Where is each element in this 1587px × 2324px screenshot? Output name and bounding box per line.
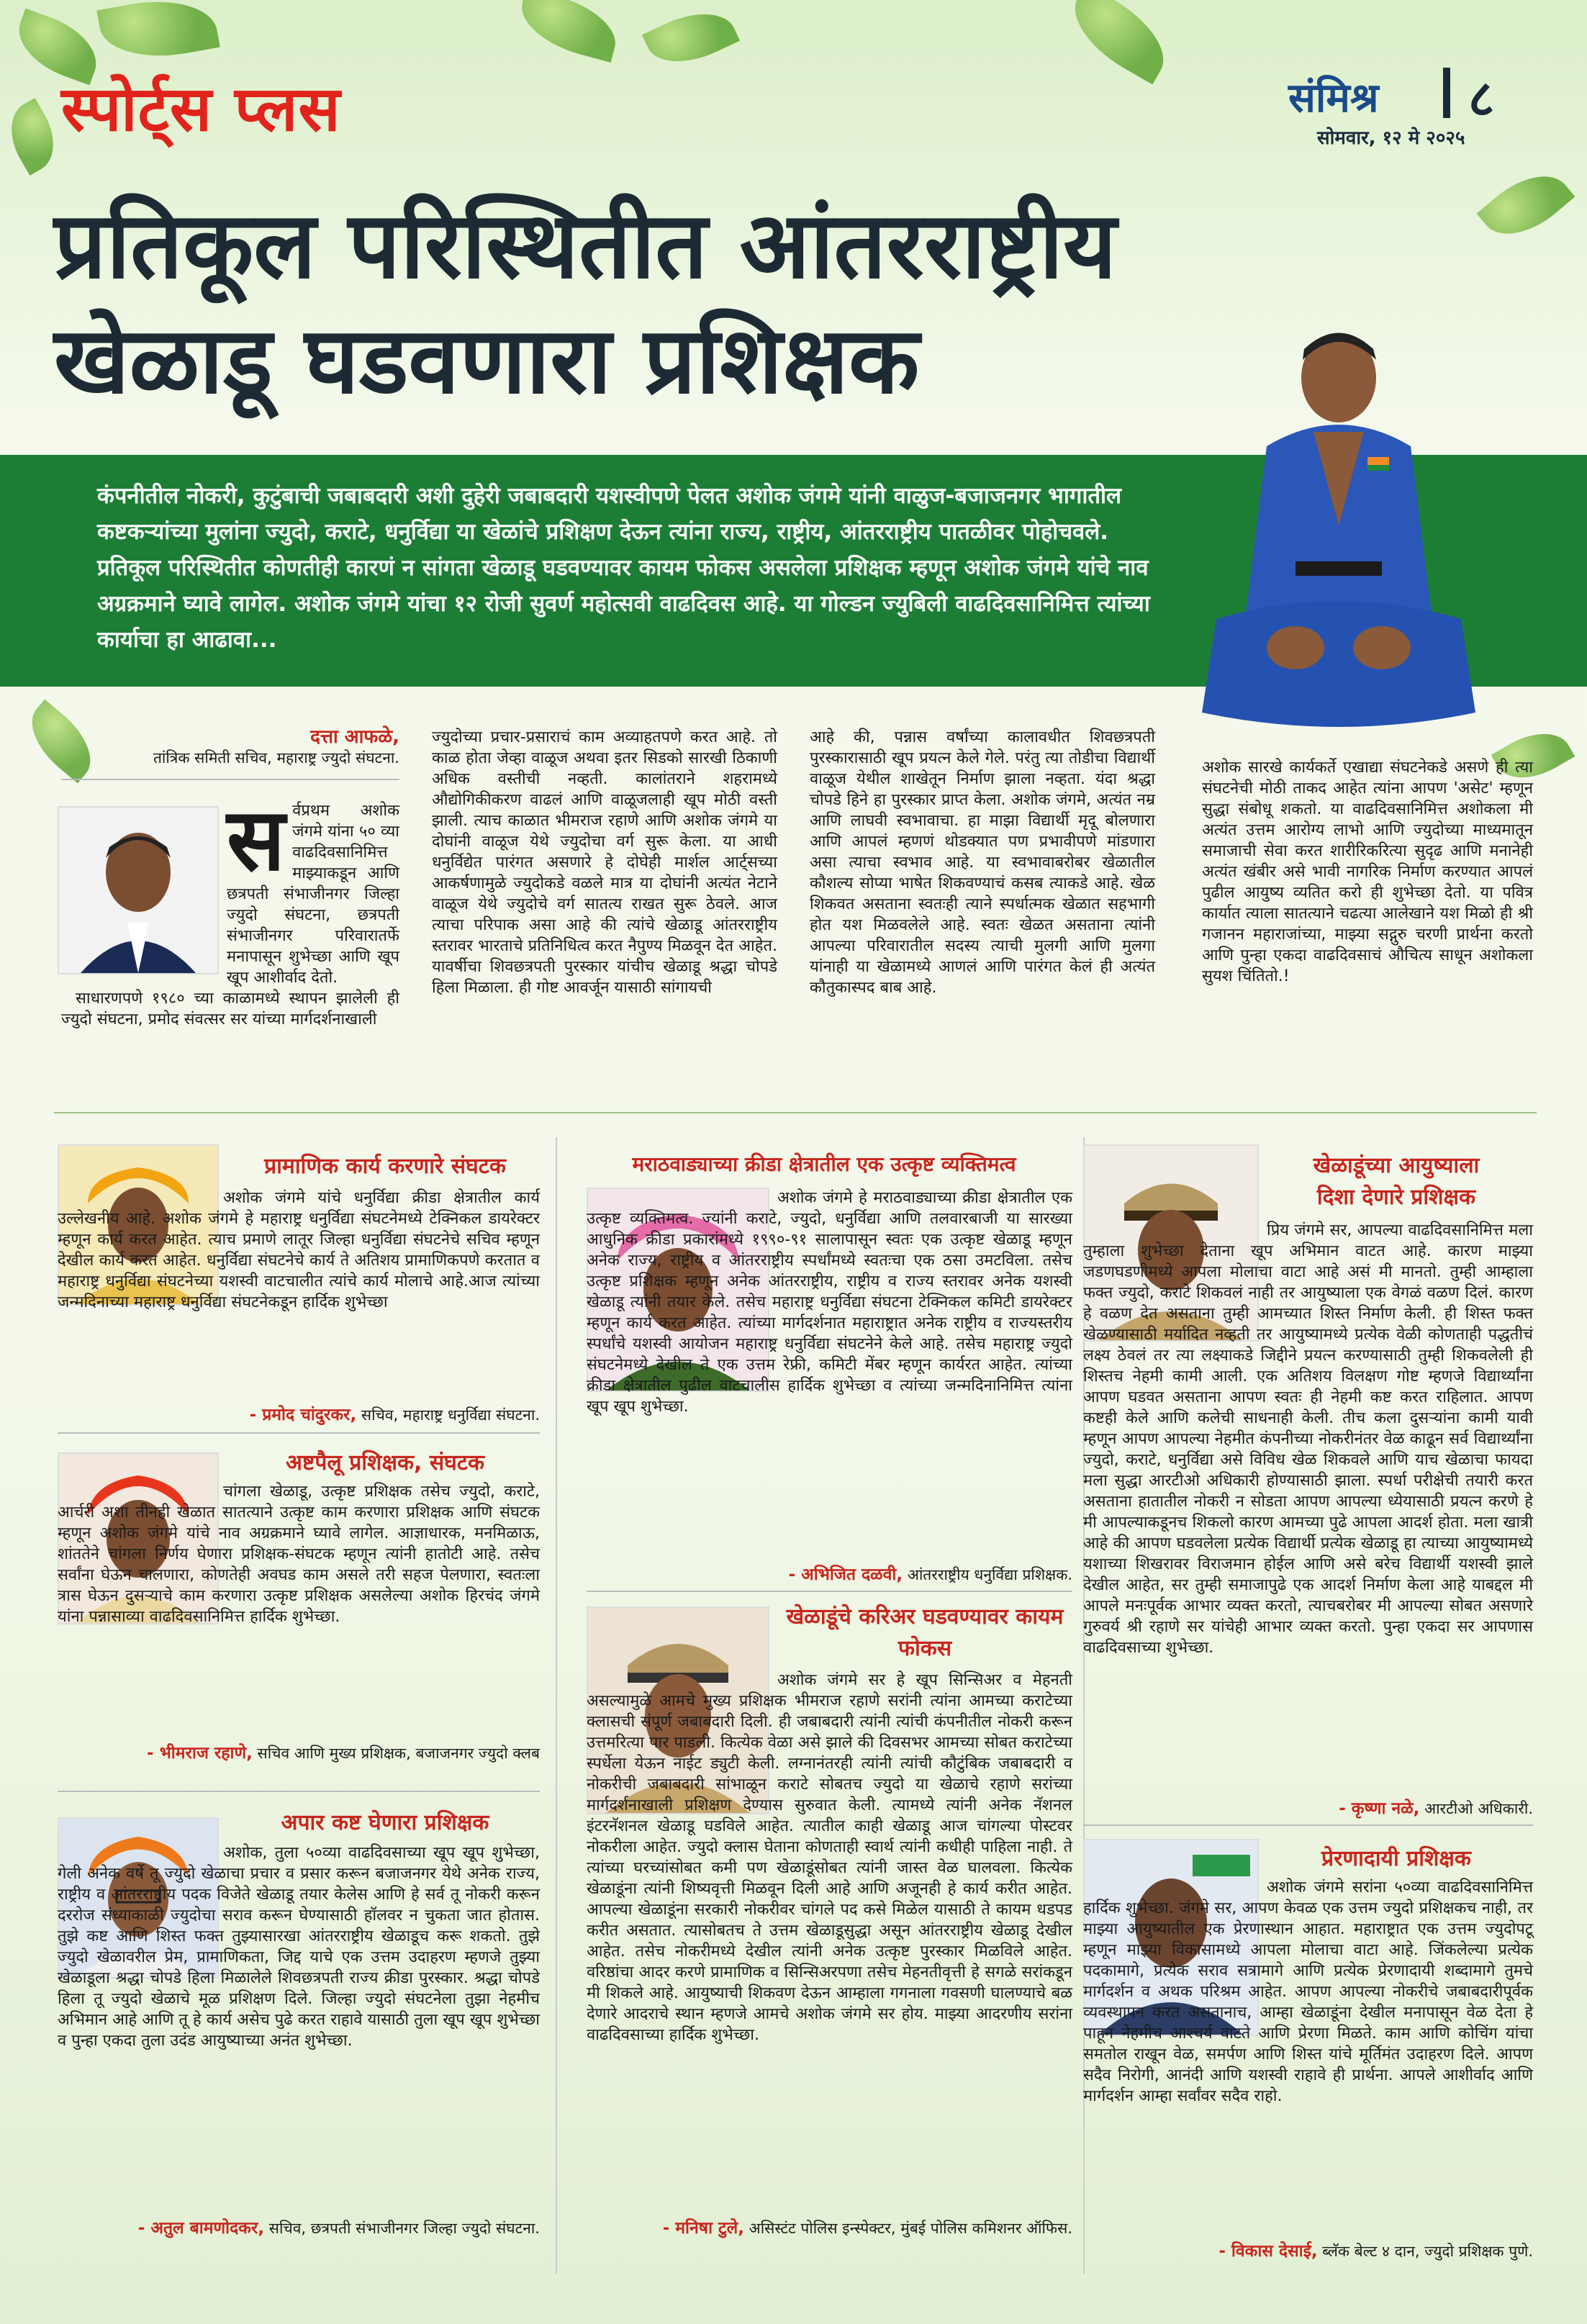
- divider: [61, 779, 399, 780]
- signature-name: - विकास देसाई,: [1218, 2242, 1318, 2261]
- mid-section-2-signature: [587, 2215, 1072, 2238]
- left-section-2-signature: [58, 1740, 540, 1763]
- issue-date: सोमवार, १२ मे २०२५: [1317, 127, 1465, 149]
- left-section-1-text: अशोक जंगमे यांचे धनुर्विद्या क्रीडा क्षेत्रातील कार्य उल्लेखनीय आहे. अशोक जंगमे हे महाराष्ट्र धनुर्विद्या संघटनेमध्ये टेक्निकल डायरेक्टर म्हणून कार्य करत आहेत. त्याच प्रमाणे लातूर जिल्हा धनुर्विद्या संघटनेचे सचिव म्हणून देखील कार्य करत आहेत. धनुर्विद्या संघटनेचे कार्य ते अतिशय प्रामाणिकपणे करतात व महाराष्ट्र धनुर्विद्या संघटनेच्या यशस्वी वाटचालीत त्यांचे कार्य मोलाचे आहे.आज त्यांच्या जन्मदिनाच्या महाराष्ट्र धनुर्विद्या संघटनेकडून हार्दिक शुभेच्छा: [58, 1189, 540, 1311]
- divider: [58, 1791, 540, 1792]
- section-divider: [54, 1112, 1537, 1113]
- main-author-name: दत्ता आफळे,: [310, 726, 399, 748]
- main-article-col2: ज्युदोच्या प्रचार-प्रसाराचं काम अव्याहतपणे करत आहे. तो काळ होता जेव्हा वाळूज अथवा इतर सिडको सारखी ठिकाणी अधिक वस्तीची नव्हती. कालांतराने शहरामध्ये औद्योगिकीकरण वाढलं आणि वाळूजलाही खूप मोठी वस्ती झाली. त्याच काळात भीमराज रहाणे आणि अशोक जंगमे या दोघांनी वाळूज येथे ज्युदोचा वर्ग सुरू केला. या आधी धनुर्विद्येत पारंगत असणारे हे दोघेही मार्शल आर्ट्सच्या आकर्षणामुळे ज्युदोकडे वळले मात्र या दोघांनी अत्यंत नेटाने वाळूज येथे ज्युदोचे वर्ग सातत्य राखत सुरू ठेवले. आज त्याचा परिपाक असा आहे की त्यांचे खेळाडू आंतरराष्ट्रीय स्तरावर भारताचे प्रतिनिधित्व करत नैपुण्य मिळवून देत आहेत. यावर्षीचा शिवछत्रपती पुरस्कार यांचीच खेळाडू श्रद्धा चोपडे हिला मिळाला. ही गोष्ट आवर्जून यासाठी सांगायची: [432, 728, 777, 997]
- left-section-2-text: चांगला खेळाडू, उत्कृष्ट प्रशिक्षक तसेच ज्युदो, कराटे, आर्चरी अशा तीनही खेळात सातत्याने उत्कृष्ट काम करणारा प्रशिक्षक आणि संघटक म्हणून अशोक जंगमे यांचे नाव अग्रक्रमाने घ्यावे लागेल. आज्ञाधारक, मनमिळाऊ, शांततेने चांगला निर्णय घेणारा प्रशिक्षक-संघटक म्हणून त्यांनी हातोटी आहे. तसेच सर्वांना घेऊन चालणारा, कोणतेही अवघड काम असले तरी सहज पेलणारा, स्वतःला त्रास घेऊन दुसऱ्याचे काम करणारा उत्कृष्ट प्रशिक्षक असलेल्या अशोक हिरचंद जंगमे यांना पन्नासाव्या वाढदिवसानिमित्त हार्दिक शुभेच्छा.: [58, 1483, 540, 1626]
- main-article-col1: [61, 790, 399, 1030]
- newspaper-name: संमिश्र: [1288, 75, 1379, 122]
- right-section-2-title: प्रेरणादायी प्रशिक्षक: [1321, 1846, 1471, 1871]
- signature-role: ब्लॅक बेल्ट ४ दान, ज्युदो प्रशिक्षक पुणे.: [1322, 2243, 1533, 2260]
- left-section-2-title: अष्टपैलू प्रशिक्षक, संघटक: [285, 1450, 485, 1475]
- signature-name: - कृष्णा नळे,: [1339, 1799, 1420, 1818]
- signature-role: सचिव, महाराष्ट्र धनुर्विद्या संघटना.: [361, 1406, 540, 1424]
- main-author: [61, 727, 399, 769]
- divider: [587, 1591, 1072, 1592]
- left-section-3-title: अपार कष्ट घेणारा प्रशिक्षक: [281, 1810, 489, 1835]
- left-section-1-title: प्रामाणिक कार्य करणारे संघटक: [264, 1154, 506, 1179]
- right-section-1-title: [1267, 1150, 1526, 1213]
- section-title: स्पोर्ट्स प्लस: [61, 73, 341, 145]
- signature-role: आरटीओ अधिकारी.: [1424, 1800, 1533, 1817]
- right-section-2-signature: [1083, 2238, 1533, 2261]
- right-section-1-signature: [1083, 1796, 1533, 1819]
- mid-section-2-text: अशोक जंगमे सर हे खूप सिन्सिअर व मेहनती असल्यामुळे आमचे मुख्य प्रशिक्षक भीमराज रहाणे सरांनी त्यांना आमच्या कराटेच्या क्लासची संपूर्ण जबाबदारी दिली. ही जबाबदारी त्यांनी त्यांची कंपनीतील नोकरी करून उत्तमरित्या पार पाडली. कित्येक वेळा असे झाले की दिवसभर आमच्या सोबत कराटेच्या स्पर्धेला येऊन नाईट ड्युटी केली. लग्नानंतरही त्यांनी त्यांची कौटुंबिक जबाबदारी व नोकरीची जबाबदारी सांभाळून कराटे सोबतच ज्युदो या खेळाचे रहाणे सरांच्या मार्गदर्शनाखाली प्रशिक्षण देण्यास सुरुवात केली. त्यामध्ये त्यांनी अनेक नॅशनल इंटरनॅशनल खेळाडू घडविले आहेत. त्यातील काही खेळाडू आज चांगल्या पोस्टवर नोकरीला आहेत. ज्युदो क्लास घेताना कोणताही स्वार्थ त्यांनी कधीही पाहिला नाही. ते त्यांच्या घरच्यांसोबत कमी पण खेळाडूंसोबत त्यांनी जास्त वेळ घालवला. कित्येक खेळाडूंना त्यांनी शिष्यवृत्ती मिळवून दिली आहे आणि अजूनही हे कार्य करीत आहेत. आपल्या खेळाडूंना सरकारी नोकरीवर चांगले पद कसे मिळेल यासाठी ते कायम धडपड करीत असतात. त्यासोबतच ते उत्तम खेळाडूसुद्धा असून आंतरराष्ट्रीय खेळाडू देखील आहेत. तसेच नोकरीमध्ये देखील त्यांनी अनेक उत्कृष्ट पुरस्कार मिळविले आहेत. वरिष्ठांचा आदर करणे प्रामाणिक व सिन्सिअरपणा तसेच मेहनतीवृत्ती हे सगळे सरांकडून मी शिकले आहे. आयुष्याची शिकवण देऊन आम्हाला गगनाला गवसणी घालण्याचे बळ देणारे आदराचे स्थान म्हणजे आमचे अशोक जंगमे सर होय. माझ्या आदरणीय सरांना वाढदिवसाच्या हार्दिक शुभेच्छा.: [587, 1671, 1072, 2044]
- portrait-spacer: [61, 800, 227, 969]
- mid-section-1-title: मराठवाड्याच्या क्रीडा क्षेत्रातील एक उत्कृष्ट व्यक्तिमत्व: [632, 1152, 1016, 1176]
- signature-name: - भीमराज रहाणे,: [147, 1744, 253, 1763]
- main-article-paragraph-1: र्वप्रथम अशोक जंगमे यांना ५० व्या वाढदिवसानिमित्त माझ्याकडून आणि छत्रपती संभाजीनगर जिल्हा ज्युदो संघटना, छत्रपती संभाजीनगर परिवारातर्फे मनापासून शुभेच्छा आणि खूप खूप आशीर्वाद देतो.: [227, 802, 399, 987]
- masthead-divider: [1443, 68, 1450, 118]
- divider: [58, 1432, 540, 1434]
- signature-role: आंतरराष्ट्रीय धनुर्विद्या प्रशिक्षक.: [907, 1566, 1072, 1583]
- signature-role: असिस्टंट पोलिस इन्स्पेक्टर, मुंबई पोलिस कमिशनर ऑफिस.: [749, 2220, 1072, 2237]
- right-section-1-text: प्रिय जंगमे सर, आपल्या वाढदिवसानिमित्त मला तुम्हाला शुभेच्छा देताना खूप अभिमान वाटत आहे. कारण माझ्या जडणघडणीमध्ये आपला मोलाचा वाटा आहे असं मी मानतो. तुम्ही आम्हाला फक्त ज्युदो, कराटे शिकवलं नाही तर आयुष्याला एक वेगळं वळण दिलं. कारण हे वळण देत असताना तुम्ही आमच्यात शिस्त निर्माण केली. ही शिस्त फक्त खेळण्यासाठी मर्यादित नव्हती तर आयुष्यामध्ये प्रत्येक वेळी कोणताही पद्धतीचं लक्ष्य ठेवलं तर त्या लक्ष्याकडे जिद्दीने प्रयत्न करण्यासाठी तुम्ही शिकवलेली ही शिस्तच नेहमी कामी आली. एक अतिशय विलक्षण गोष्ट म्हणजे विद्यार्थ्यांना आपण घडवत असताना आपण स्वतः ही नेहमी कष्ट करत राहिलात. आपण कष्टही केले आणि कलेची साधनाही केली. तीच कला दुसऱ्यांना कामी यावी म्हणून आपण आपल्या नेहमीत कंपनीच्या नोकरीनंतर वेळ काढून सर्व विद्यार्थ्यांना ज्युदो, कराटे, धनुर्विद्या असे विविध खेळ शिकवले आणि याच खेळाचा फायदा मला सुद्धा आरटीओ अधिकारी होण्यासाठी झाला. स्पर्धा परीक्षेची तयारी करत असताना हातातील नोकरी न सोडता आपण आपल्या ध्येयासाठी प्रयत्न करणे हे मी आपल्याकडूनच शिकलो कारण आमच्या पुढे आपला आदर्श होता. मला खात्री आहे की आपण घडवलेला प्रत्येक विद्यार्थी प्रत्येक खेळाडू हा त्याच्या आयुष्यामध्ये यशाच्या शिखरावर विराजमान होईल आणि असे बरेच विद्यार्थी यशस्वी झाले देखील आहेत, सर तुम्ही समाजापुढे एक आदर्श निर्माण केला आहे याबद्दल मी आपले मनःपूर्वक आभार व्यक्त करतो, त्याचबरोबर मी आपल्या सोबत असणारे गुरुवर्य श्री रहाणे सर यांचेही आभार व्यक्त करतो. पुन्हा एकदा सर आपणास वाढदिवसाच्या शुभेच्छा.: [1083, 1221, 1533, 1657]
- signature-name: - अभिजित दळवी,: [788, 1565, 903, 1584]
- signature-role: सचिव, छत्रपती संभाजीनगर जिल्हा ज्युदो संघटना.: [268, 2220, 540, 2237]
- mid-section-2-title: खेळाडूंचे करिअर घडवण्यावर कायम फोकस: [786, 1604, 1064, 1661]
- signature-name: - अतुल बामणोदकर,: [137, 2219, 265, 2238]
- intro-paragraph: कंपनीतील नोकरी, कुटुंबाची जबाबदारी अशी दुहेरी जबाबदारी यशस्वीपणे पेलत अशोक जंगमे यांनी वाळुज-बजाजनगर भागातील कष्टकऱ्यांच्या मुलांना ज्युदो, कराटे, धनुर्विद्या या खेळांचे प्रशिक्षण देऊन त्यांना राज्य, राष्ट्रीय, आंतरराष्ट्रीय पातळीवर पोहोचवले. प्रतिकूल परिस्थितीत कोणतीही कारणं न सांगता खेळाडू घडवण्यावर कायम फोकस असलेला प्रशिक्षक म्हणून अशोक जंगमे यांचे नाव अग्रक्रमाने घ्यावे लागेल. अशोक जंगमे यांचा १२ रोजी सुवर्ण महोत्सवी वाढदिवस आहे. या गोल्डन ज्युबिली वाढदिवसानिमित्त त्यांच्या कार्याचा हा आढावा...: [97, 483, 1150, 653]
- main-article-col4: अशोक सारखे कार्यकर्ते एखाद्या संघटनेकडे असणे ही त्या संघटनेची मोठी ताकद आहेत त्यांना आपण 'असेट' म्हणून सुद्धा संबोधू शकतो. या वाढदिवसानिमित्त अशोकला मी अत्यंत उत्तम आरोग्य लाभो आणि ज्युदोच्या माध्यमातून समाजाची सेवा करत शारीरिकरित्या सुदृढ आणि मनानेही अत्यंत खंबीर असे भावी नागरिक निर्माण करण्यात आपलं पुढील आयुष्य व्यतित करो ही शुभेच्छा देतो. या पवित्र कार्यात त्याला सातत्याने चढत्या आलेखाने यश मिळो ही श्री गजानन महाराजांच्या, माझ्या सद्गुरु चरणी प्रार्थना करतो आणि पुन्हा एकदा वाढदिवसाचं औचित्य साधून अशोकला सुयश चिंतितो.!: [1202, 759, 1533, 985]
- left-section-3-signature: [58, 2215, 540, 2238]
- signature-name: - प्रमोद चांदुरकर,: [249, 1406, 357, 1424]
- right-section-1-title-line-1: खेळाडूंच्या आयुष्याला: [1313, 1153, 1480, 1178]
- mid-section-1-text: अशोक जंगमे हे मराठवाड्याच्या क्रीडा क्षेत्रातील एक उत्कृष्ट व्यक्तिमत्व. ज्यांनी कराटे, ज्युदो, धनुर्विद्या आणि तलवारबाजी या सारख्या आधुनिक क्रीडा प्रकारांमध्ये १९९०-९१ सालापासून स्वतः एक उत्कृष्ट खेळाडू म्हणून अनेक राज्य, राष्ट्रीय व आंतरराष्ट्रीय स्पर्धांमध्ये स्वतःचा एक ठसा उमटविला. तसेच उत्कृष्ट प्रशिक्षक म्हणून अनेक आंतरराष्ट्रीय, राष्ट्रीय व राज्य स्तरावर अनेक यशस्वी खेळाडू त्यांनी तयार केले. तसेच महाराष्ट्र धनुर्विद्या संघटना टेक्निकल कमिटी डायरेक्टर म्हणून कार्य करत आहेत. त्यांच्या मार्गदर्शनात महाराष्ट्रात अनेक राष्ट्रीय व राज्यस्तरीय स्पर्धांचे यशस्वी आयोजन महाराष्ट्र धनुर्विद्या संघटनेने केले आहे. तसेच महाराष्ट्र ज्युदो संघटनेमध्ये देखील ते एक उत्तम रेफ्री, कमिटी मेंबर म्हणून कार्यरत आहेत. त्यांच्या क्रीडा क्षेत्रातील पुढील वाटचालीस हार्दिक शुभेच्छा व त्यांच्या जन्मदिनानिमित्त त्यांना खूप खूप शुभेच्छा.: [587, 1189, 1072, 1416]
- headline-line-1: प्रतिकूल परिस्थितीत आंतरराष्ट्रीय: [54, 192, 1117, 299]
- headline: [54, 189, 1234, 419]
- right-section-2-text: अशोक जंगमे सरांना ५०व्या वाढदिवसानिमित्त हार्दिक शुभेच्छा. जंगमे सर, आपण केवळ एक उत्तम ज्युदो प्रशिक्षकच नाही, तर माझ्या आयुष्यातील एक प्रेरणास्थान आहात. महाराष्ट्रात एक उत्तम ज्युदोपटू म्हणून माझ्या विकासामध्ये आपला मोलाचा वाटा आहे. जिंकलेल्या प्रत्येक पदकामागे, प्रत्येक सराव सत्रामागे आणि प्रत्येक प्रेरणादायी शब्दामागे तुमचे मार्गदर्शन व अथक परिश्रम आहेत. आपण आपल्या नोकरीचे जबाबदारीपूर्वक व्यवस्थापन करत असतानाच, आम्हा खेळाडूंना देखील मनापासून वेळ देता हे पाहून नेहमीच आश्चर्य वाटते आणि प्रेरणा मिळते. काम आणि कोचिंग यांचा समतोल राखून वेळ, समर्पण आणि शिस्त यांचे मूर्तिमंत उदाहरण दिले. आपण सदैव निरोगी, आनंदी आणि यशस्वी राहावे ही प्रार्थना. आपले आशीर्वाद आणि मार्गदर्शन आम्हा सर्वांवर सदैव राहो.: [1083, 1878, 1533, 2105]
- drop-cap: स: [227, 790, 286, 890]
- divider: [1083, 1825, 1533, 1826]
- main-author-role: तांत्रिक समिती सचिव, महाराष्ट्र ज्युदो संघटना.: [153, 749, 399, 767]
- page-number: ८: [1468, 69, 1495, 128]
- headline-line-2: खेळाडू घडवणारा प्रशिक्षक: [54, 307, 920, 415]
- mid-section-1-signature: [587, 1562, 1072, 1585]
- signature-name: - मनिषा टुले,: [662, 2219, 744, 2238]
- main-article-paragraph-2: साधारणपणे १९८० च्या काळामध्ये स्थापन झालेली ही ज्युदो संघटना, प्रमोद संवत्सर सर यांच्या मार्गदर्शनाखाली: [61, 990, 399, 1028]
- left-section-1-signature: [58, 1402, 540, 1425]
- judoka-photo: [1188, 309, 1490, 741]
- signature-role: सचिव आणि मुख्य प्रशिक्षक, बजाजनगर ज्युदो क्लब: [257, 1745, 540, 1762]
- main-article-col3: आहे की, पन्नास वर्षांच्या कालावधीत शिवछत्रपती पुरस्कारासाठी खूप प्रयत्न केले गेले. परंतु त्या तोडीचा विद्यार्थी वाळूज येथील शाखेतून निर्माण झाला नव्हता. यंदा श्रद्धा चोपडे हिने हा पुरस्कार प्राप्त केला. अशोक जंगमे, अत्यंत नम्र आणि लाघवी स्वभावाचा. हा माझा विद्यार्थी मृदू बोलणारा आणि आपलं म्हणणं थोडक्यात पण प्रभावीपणे मांडणारा असा त्याचा स्वभाव आहे. या स्वभावाबरोबर खेळातील कौशल्य सोप्या भाषेत शिकवण्याचं कसब त्याकडे आहे. खेळ शिकवत असताना स्वतःही त्याने स्पर्धात्मक खेळात सहभागी होत यश मिळवलेले आहे. स्वतः खेळत असताना त्यांनी आपल्या परिवारातील सदस्य त्याची मुलगी आणि मुलगा यांनाही या खेळामध्ये आणलं आणि पारंगत केलं ही अत्यंत कौतुकास्पद बाब आहे.: [810, 728, 1155, 997]
- right-section-1-title-line-2: दिशा देणारे प्रशिक्षक: [1316, 1185, 1476, 1210]
- column-divider: [556, 1137, 557, 2274]
- left-section-3-text: अशोक, तुला ५०व्या वाढदिवसाच्या खूप खूप शुभेच्छा, गेली अनेक वर्षे तू ज्युदो खेळाचा प्रचार व प्रसार करून बजाजनगर येथे अनेक राज्य, राष्ट्रीय व आंतरराष्ट्रीय पदक विजेते खेळाडू तयार केलेस आणि हे सर्व तू नोकरी करून दररोज संध्याकाळी ज्युदोचा सराव करून घेण्यासाठी हॉलवर न चुकता जात होतास. तुझे कष्ट आणि शिस्त फक्त तुझ्यासारखा आंतरराष्ट्रीय खेळाडूच करू शकतो. तुझे ज्युदो खेळावरील प्रेम, प्रामाणिकता, जिद्द याचे एक उत्तम उदाहरण म्हणजे तुझ्या खेळाडूला श्रद्धा चोपडे हिला मिळालेले शिवछत्रपती राज्य क्रीडा पुरस्कार. श्रद्धा चोपडे हिला तू ज्युदो खेळाचे मूळ प्रशिक्षण दिले. जिल्हा ज्युदो संघटनेला तुझा नेहमीच अभिमान आहे आणि तू हे कार्य असेच पुढे करत राहावे यासाठी तुला खूप खूप शुभेच्छा व पुन्हा एकदा तुला उदंड आयुष्याच्या अनंत शुभेच्छा.: [58, 1844, 540, 2050]
